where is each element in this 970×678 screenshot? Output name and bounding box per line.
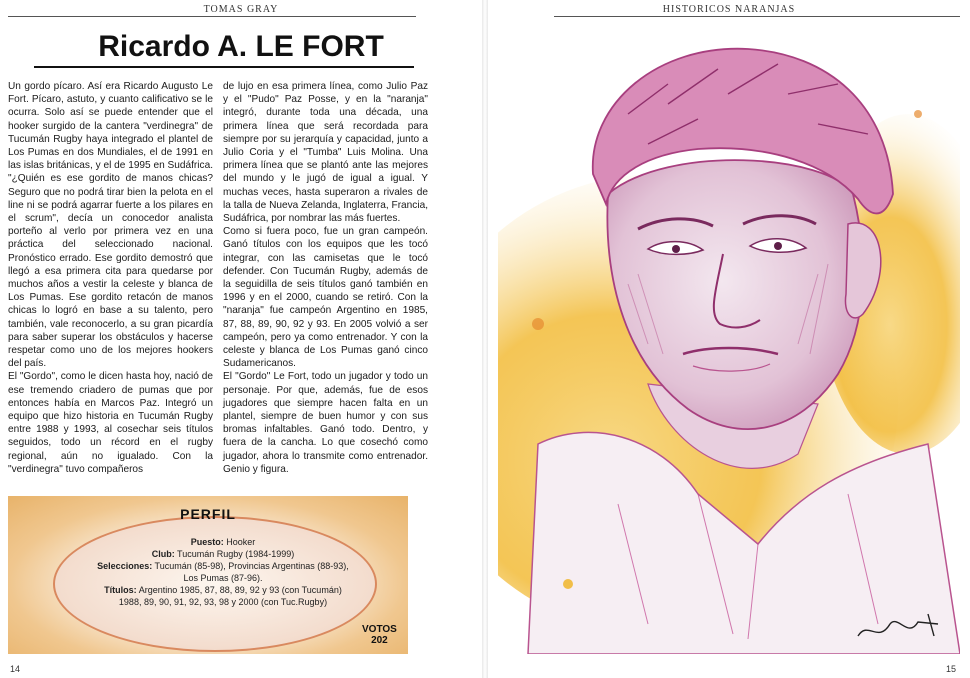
right-pupil (774, 242, 782, 250)
club-label: Club: (151, 549, 175, 559)
votes-badge (362, 624, 397, 646)
left-pupil (672, 245, 680, 253)
header-rule-left (8, 16, 416, 17)
page-number-left: 14 (10, 664, 21, 674)
profile-selecciones-cont: Los Pumas (87-96). (183, 573, 263, 583)
right-page (488, 0, 970, 678)
profile-puesto (78, 536, 368, 548)
titulos-value: Argentino 1985, 87, 88, 89, 92 y 93 (con Tucumán) (138, 585, 342, 595)
page-number-right: 15 (946, 664, 957, 674)
running-head-right: HISTORICOS NARANJAS (662, 4, 796, 15)
paragraph: Un gordo pícaro. Así era Ricardo Augusto Le Fort. Pícaro, astuto, y cuanto calificativo se le ocurra. Solo así se puede entender que el hooker surgido de la cantera "verdinegra" de Tucumán Rugby haya integrado el plantel de Los Pumas en dos Mundiales, el de 1991 en las islas británicas, y el de 1995 en Sudáfrica. "¿Quién es ese gordito de manos chicas? Seguro que no podrá tirar bien la pelota en el line ni se podrá agarrar fuerte a los pilares en el scrum", decía un conocedor analista porteño al verlo por primera vez en una práctica del seleccionado nacional. Pronóstico errado. Ese gordito demostró que llegó a esa primera cita para quedarse por muchos años a vestir la celeste y blanca de Los Pumas. Ese gordito retacón de manos chicas lo logró en base a su talento, pero también, vale reconocerlo, a su gran picardía para saber superar los obstáculos y hacerse respetar como uno de los mejores hookers del país. (8, 81, 213, 370)
portrait-illustration (498, 24, 960, 654)
titulos-label: Títulos: (104, 585, 137, 595)
votes-count: 202 (371, 635, 388, 646)
profile-title: PERFIL (180, 506, 236, 522)
paragraph: de lujo en esa primera línea, como Julio Paz y el "Pudo" Paz Posse, y en la "naranja" integró, durante toda una década, una primera línea que será recordada para siempre por su jerarquía y capacidad, junto a Julio Coria y el "Tumba" Luis Molina. Una primera línea que se plantó ante las mejores del mundo y le jugó de igual a igual. Y muchas veces, hasta superaron a rivales de la talla de Nueva Zelanda, Inglaterra, Francia, Sudáfrica, por nombrar las más fuertes. (223, 81, 428, 225)
club-value: Tucumán Rugby (1984-1999) (177, 549, 295, 559)
article-title: Ricardo A. LE FORT (98, 30, 384, 63)
profile-details (78, 536, 368, 608)
profile-box (8, 496, 408, 654)
paragraph: Como si fuera poco, fue un gran campeón. Ganó títulos con los equipos que les tocó integrar, con las camisetas que le tocó defender. Con Tucumán Rugby, además de la seguidilla de seis títulos ganó también en 1996 y en el 2000, cuando se retiró. Con la "naranja" fue campeón Argentino en 1985, 87, 88, 89, 90, 92 y 93. En 2005 volvió a ser campeón, pero ya como entrenador. Y con la celeste y blanca de Los Pumas ganó cinco Sudamericanos. (223, 226, 428, 370)
paragraph: El "Gordo" Le Fort, todo un jugador y todo un personaje. Por que, además, fue de esos jugadores que siempre hacen falta en un plantel, siempre de buen humor y con sus bromas infaltables. Ganó todo. Dentro, y fuera de la cancha. Lo que cosechó como jugador, ahora lo transmite como entrenador. Genio y figura. (223, 371, 428, 475)
profile-titulos (78, 584, 368, 596)
votes-label: VOTOS (362, 624, 397, 635)
running-head-left: TOMAS GRAY (203, 4, 279, 15)
title-underline (34, 66, 414, 68)
paint-splash (532, 318, 544, 330)
selecciones-value: Tucumán (85-98), Provincias Argentinas (88-93), (154, 561, 349, 571)
left-page (0, 0, 482, 678)
paint-splash (563, 579, 573, 589)
selecciones-label: Selecciones: (97, 561, 153, 571)
paint-splash (914, 110, 922, 118)
paragraph: El "Gordo", como le dicen hasta hoy, nació de ese tremendo criadero de pumas que por entonces había en Marcos Paz. Integró un equipo que hizo historia en Tucumán Rugby entre 1988 y 1993, al cosechar seis títulos seguidos, todo un récord en el rugby regional, aún no igualado. Con la "verdinegra" tuvo compañeros (8, 371, 213, 475)
puesto-label: Puesto: (190, 537, 224, 547)
text-column-1 (8, 80, 213, 476)
profile-titulos-cont: 1988, 89, 90, 91, 92, 93, 98 y 2000 (con Tuc.Rugby) (118, 597, 328, 607)
header-rule-right (554, 16, 960, 17)
profile-club (78, 548, 368, 560)
text-column-2 (223, 80, 428, 476)
profile-selecciones (78, 560, 368, 572)
puesto-value: Hooker (226, 537, 256, 547)
